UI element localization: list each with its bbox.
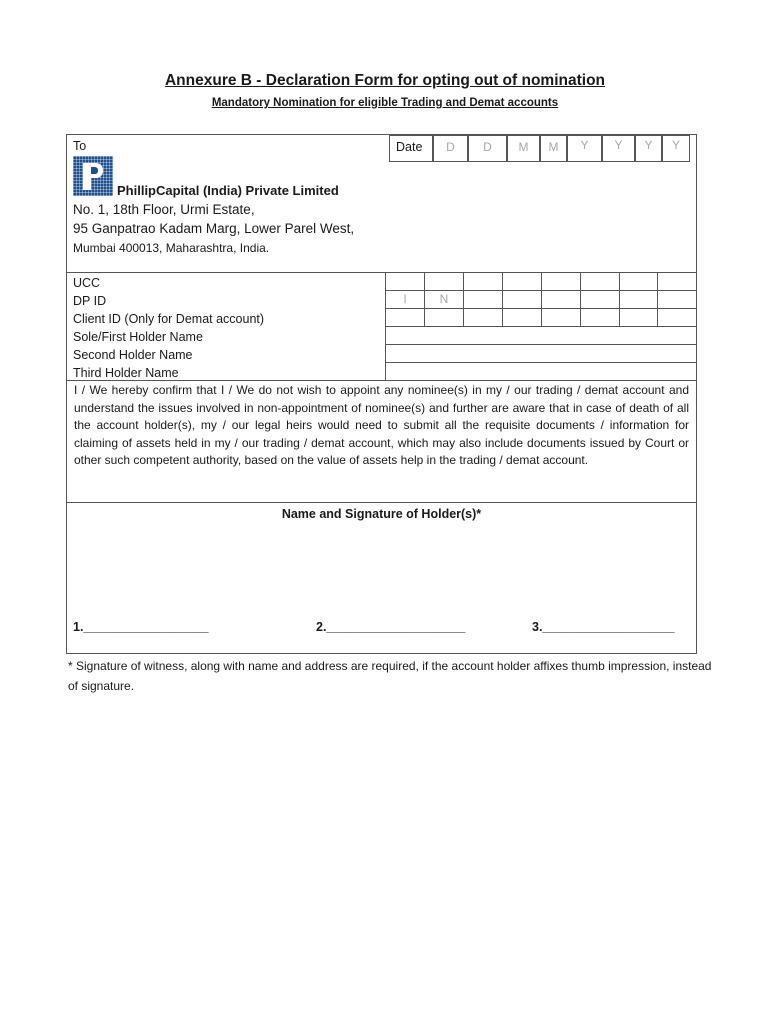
date-m1-box[interactable]: M <box>507 135 540 162</box>
date-d1-box[interactable]: D <box>433 135 468 162</box>
signature-line-3[interactable]: 3.___________________ <box>532 620 675 634</box>
signature-heading: Name and Signature of Holder(s)* <box>281 507 482 521</box>
date-y2-box[interactable]: Y <box>602 135 635 162</box>
dp-id-char-box[interactable]: I <box>385 290 425 309</box>
date-y1-box[interactable]: Y <box>567 135 602 162</box>
second-holder-name-field[interactable] <box>385 344 697 363</box>
ucc-char-box[interactable] <box>657 272 697 291</box>
date-label-cell <box>389 135 433 162</box>
client-id-char-box[interactable] <box>619 308 658 327</box>
form-subtitle: Mandatory Nomination for eligible Trading and Demat accounts <box>211 97 559 109</box>
ucc-char-box[interactable] <box>385 272 425 291</box>
second-holder-label: Second Holder Name <box>73 348 193 362</box>
first-holder-label: Sole/First Holder Name <box>73 330 203 344</box>
client-id-char-box[interactable] <box>502 308 542 327</box>
client-id-char-box[interactable] <box>657 308 697 327</box>
date-y3-box[interactable]: Y <box>635 135 662 162</box>
client-id-char-box[interactable] <box>580 308 620 327</box>
dp-id-char-box[interactable] <box>502 290 542 309</box>
ucc-char-box[interactable] <box>541 272 581 291</box>
dp-id-char-box[interactable] <box>580 290 620 309</box>
date-m2-box[interactable]: M <box>540 135 567 162</box>
date-d2-box[interactable]: D <box>468 135 507 162</box>
dp-id-char-box[interactable] <box>657 290 697 309</box>
date-label: Date <box>396 140 423 154</box>
client-id-char-box[interactable] <box>385 308 425 327</box>
to-label: To <box>73 139 87 153</box>
dp-id-char-box[interactable]: N <box>424 290 464 309</box>
ucc-char-box[interactable] <box>463 272 503 291</box>
dp-id-char-box[interactable] <box>463 290 503 309</box>
witness-footnote: * Signature of witness, along with name and address are required, if the account holder affixes thumb impression, instead of signature. <box>68 659 712 693</box>
signature-line-2[interactable]: 2.____________________ <box>316 620 466 634</box>
form-title: Annexure B - Declaration Form for opting out of nomination <box>164 72 606 89</box>
ucc-char-box[interactable] <box>424 272 464 291</box>
ucc-char-box[interactable] <box>580 272 620 291</box>
client-id-char-box[interactable] <box>424 308 464 327</box>
address-line-1: No. 1, 18th Floor, Urmi Estate, <box>73 202 255 217</box>
third-holder-label: Third Holder Name <box>73 366 179 380</box>
client-id-label: Client ID (Only for Demat account) <box>73 312 265 326</box>
ucc-label: UCC <box>73 276 101 290</box>
dp-id-label: DP ID <box>73 294 107 308</box>
client-id-char-box[interactable] <box>541 308 581 327</box>
signature-line-1[interactable]: 1.__________________ <box>73 620 209 634</box>
date-y4-box[interactable]: Y <box>662 135 690 162</box>
company-name: PhillipCapital (India) Private Limited <box>117 183 339 198</box>
address-line-2: 95 Ganpatrao Kadam Marg, Lower Parel West, <box>73 221 355 236</box>
ucc-char-box[interactable] <box>502 272 542 291</box>
dp-id-char-box[interactable] <box>541 290 581 309</box>
client-id-char-box[interactable] <box>463 308 503 327</box>
dp-id-char-box[interactable] <box>619 290 658 309</box>
third-holder-name-field[interactable] <box>385 362 697 381</box>
declaration-text: I / We hereby confirm that I / We do not wish to appoint any nominee(s) in my / our trading / demat account and understand the issues involved in non-appointment of nominee(s) and further are aware that in case of death of all the account holder(s), my / our legal heirs would need to submit all the requisite documents / information for claiming of assets held in my / our trading / demat account, which may also include documents issued by Court or other such competent authority, based on the value of assets help in the trading / demat account. <box>66 380 697 503</box>
address-line-3: Mumbai 400013, Maharashtra, India. <box>73 241 270 255</box>
first-holder-name-field[interactable] <box>385 326 697 345</box>
ucc-char-box[interactable] <box>619 272 658 291</box>
phillipcapital-logo-icon <box>73 156 113 196</box>
